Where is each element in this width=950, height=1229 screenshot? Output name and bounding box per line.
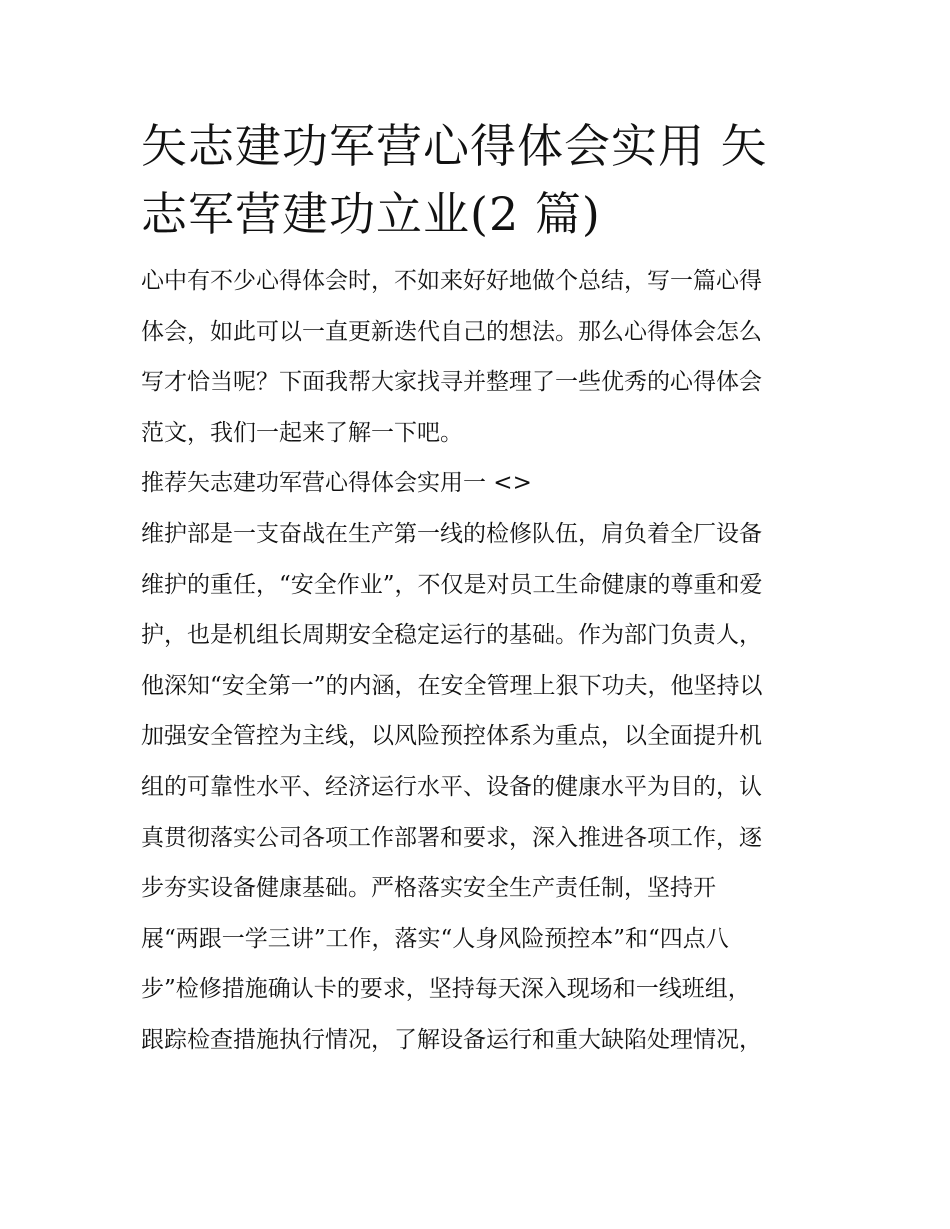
title-line: 矢志建功军营心得体会实用 矢 [141, 119, 768, 173]
intro-line: 体会，如此可以一直更新迭代自己的想法。那么心得体会怎么 [141, 318, 762, 345]
body-line: 展“两跟一学三讲”工作，落实“人身风险预控本”和“四点八 [141, 925, 729, 952]
body-line: 步”检修措施确认卡的要求，坚持每天深入现场和一线班组， [141, 976, 751, 1003]
intro-line: 心中有不少心得体会时，不如来好好地做个总结，写一篇心得 [141, 268, 762, 294]
body-line: 真贯彻落实公司各项工作部署和要求，深入推进各项工作，逐 [141, 824, 762, 851]
body-line: 维护的重任，“安全作业”，不仅是对员工生命健康的尊重和爱 [141, 571, 763, 598]
body-paragraph [141, 509, 821, 1066]
section-heading: 推荐矢志建功军营心得体会实用一 <> [141, 470, 532, 497]
intro-line: 写才恰当呢？下面我帮大家找寻并整理了一些优秀的心得体会 [141, 369, 762, 396]
body-line: 维护部是一支奋战在生产第一线的检修队伍，肩负着全厂设备 [141, 520, 762, 547]
document-content [141, 112, 821, 1066]
body-line: 跟踪检查措施执行情况，了解设备运行和重大缺陷处理情况， [141, 1026, 762, 1053]
body-line: 他深知“安全第一”的内涵，在安全管理上狠下功夫，他坚持以 [141, 672, 763, 699]
body-line: 组的可靠性水平、经济运行水平、设备的健康水平为目的，认 [141, 773, 762, 800]
body-line: 护，也是机组长周期安全稳定运行的基础。作为部门负责人， [141, 622, 762, 649]
intro-paragraph [141, 256, 821, 458]
body-line: 步夯实设备健康基础。严格落实安全生产责任制，坚持开 [141, 875, 716, 902]
title-line: 志军营建功立业(2 篇) [141, 187, 601, 241]
intro-line: 范文，我们一起来了解一下吧。 [141, 419, 463, 446]
document-title [141, 112, 821, 248]
body-line: 加强安全管控为主线，以风险预控体系为重点，以全面提升机 [141, 723, 762, 750]
